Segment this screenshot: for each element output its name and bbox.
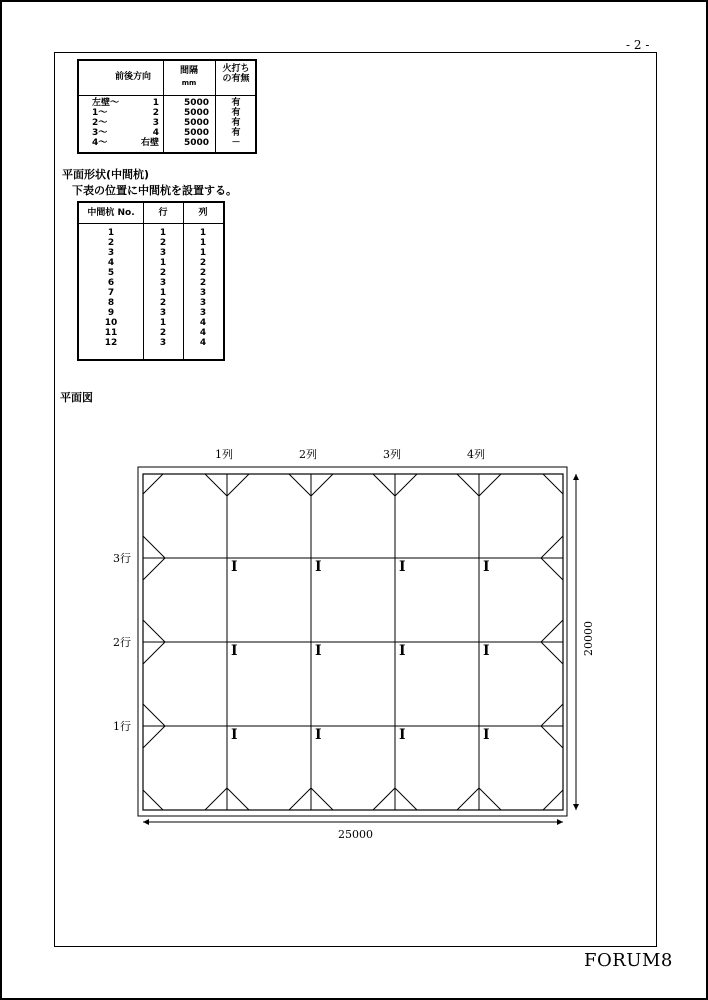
row-fire: － xyxy=(231,138,241,148)
pile-no: 7 xyxy=(107,288,115,298)
pile-no: 1 xyxy=(107,228,115,238)
pile-no: 8 xyxy=(107,298,115,308)
header-direction: 前後方向 xyxy=(115,72,152,82)
row-interval: 5000 xyxy=(183,108,209,118)
row-to: 2 xyxy=(152,108,159,118)
header-col: 列 xyxy=(198,208,208,218)
pile-marker: I xyxy=(399,643,406,659)
fire-brace xyxy=(143,536,165,558)
row-fire: 有 xyxy=(231,108,241,118)
fire-brace xyxy=(311,788,333,810)
row-from: 3～ xyxy=(92,128,108,138)
pile-row: 1 xyxy=(159,318,167,328)
fire-brace xyxy=(205,474,227,496)
fire-brace xyxy=(543,790,563,810)
pile-row: 3 xyxy=(159,278,167,288)
row-to: 4 xyxy=(152,128,159,138)
pile-row: 2 xyxy=(159,328,167,338)
pile-no: 3 xyxy=(107,248,115,258)
fire-brace xyxy=(227,788,249,810)
header-fire1: 火打ち xyxy=(222,64,250,74)
fire-brace xyxy=(289,788,311,810)
pile-marker: I xyxy=(483,559,490,575)
pile-no: 2 xyxy=(107,238,115,248)
fire-brace xyxy=(143,790,163,810)
pile-marker: I xyxy=(483,643,490,659)
column-label: 2列 xyxy=(299,448,317,461)
pile-row: 2 xyxy=(159,238,167,248)
row-interval: 5000 xyxy=(183,118,209,128)
plan-title: 平面図 xyxy=(60,391,93,404)
fire-brace xyxy=(143,474,163,494)
fire-brace xyxy=(311,474,333,496)
header-fire2: の有無 xyxy=(222,74,250,84)
pile-no: 10 xyxy=(104,318,118,328)
row-to: 3 xyxy=(152,118,159,128)
pile-no: 12 xyxy=(104,338,118,348)
fire-brace xyxy=(143,620,165,642)
header-interval: 間隔 xyxy=(179,66,198,76)
pile-row: 1 xyxy=(159,258,167,268)
pile-marker: I xyxy=(483,727,490,743)
fire-brace xyxy=(143,558,165,580)
fire-brace xyxy=(541,620,563,642)
height-dimension: 20000 xyxy=(582,621,595,656)
row-from: 2～ xyxy=(92,118,108,128)
pile-row: 3 xyxy=(159,308,167,318)
pile-row: 2 xyxy=(159,268,167,278)
fire-brace xyxy=(395,474,417,496)
brand-logo-text: FORUM8 xyxy=(584,950,673,971)
header-row: 行 xyxy=(158,208,168,218)
column-label: 4列 xyxy=(467,448,485,461)
row-to: 右壁 xyxy=(140,138,159,148)
pile-row: 1 xyxy=(159,228,167,238)
pile-col: 1 xyxy=(199,238,207,248)
pile-marker: I xyxy=(315,727,322,743)
pile-col: 4 xyxy=(199,318,207,328)
pile-col: 4 xyxy=(199,328,207,338)
pile-col: 2 xyxy=(199,258,207,268)
fire-brace xyxy=(479,474,501,496)
row-interval: 5000 xyxy=(183,138,209,148)
pile-row: 3 xyxy=(159,248,167,258)
fire-brace xyxy=(541,726,563,748)
pile-row: 3 xyxy=(159,338,167,348)
pile-col: 4 xyxy=(199,338,207,348)
row-from: 左壁～ xyxy=(92,98,120,108)
fire-brace xyxy=(143,704,165,726)
fire-brace xyxy=(541,536,563,558)
pile-no: 4 xyxy=(107,258,115,268)
fire-brace xyxy=(457,474,479,496)
header-interval-unit: mm xyxy=(181,79,197,87)
pile-marker: I xyxy=(315,643,322,659)
pile-row: 1 xyxy=(159,288,167,298)
pile-col: 2 xyxy=(199,268,207,278)
pile-row: 2 xyxy=(159,298,167,308)
fire-brace xyxy=(289,474,311,496)
row-interval: 5000 xyxy=(183,128,209,138)
row-label: 1行 xyxy=(113,720,131,733)
pile-marker: I xyxy=(231,643,238,659)
row-interval: 5000 xyxy=(183,98,209,108)
section-note: 下表の位置に中間杭を設置する。 xyxy=(72,184,237,197)
fire-brace xyxy=(479,788,501,810)
row-fire: 有 xyxy=(231,118,241,128)
fire-brace xyxy=(541,642,563,664)
pile-marker: I xyxy=(399,727,406,743)
page-number: - 2 - xyxy=(626,38,650,52)
fire-brace xyxy=(205,788,227,810)
pile-col: 1 xyxy=(199,248,207,258)
fire-brace xyxy=(543,474,563,494)
pile-no: 9 xyxy=(107,308,115,318)
column-label: 1列 xyxy=(215,448,233,461)
pile-col: 1 xyxy=(199,228,207,238)
fire-brace xyxy=(143,642,165,664)
width-dimension: 25000 xyxy=(338,828,373,841)
fire-brace xyxy=(373,788,395,810)
fire-brace xyxy=(373,474,395,496)
fire-brace xyxy=(541,558,563,580)
row-to: 1 xyxy=(152,98,159,108)
column-label: 3列 xyxy=(383,448,401,461)
pile-marker: I xyxy=(315,559,322,575)
row-from: 1～ xyxy=(92,108,108,118)
fire-brace xyxy=(395,788,417,810)
section-title-plan-shape: 平面形状(中間杭) xyxy=(62,168,150,181)
pile-no: 6 xyxy=(107,278,115,288)
pile-col: 3 xyxy=(199,288,207,298)
pile-col: 3 xyxy=(199,308,207,318)
fire-brace xyxy=(541,704,563,726)
pile-marker: I xyxy=(231,727,238,743)
row-from: 4～ xyxy=(92,138,108,148)
fire-brace xyxy=(143,726,165,748)
row-label: 3行 xyxy=(113,552,131,565)
pile-marker: I xyxy=(231,559,238,575)
pile-no: 5 xyxy=(107,268,115,278)
fire-brace xyxy=(227,474,249,496)
pile-col: 3 xyxy=(199,298,207,308)
row-fire: 有 xyxy=(231,98,241,108)
pile-marker: I xyxy=(399,559,406,575)
pile-no: 11 xyxy=(104,328,118,338)
pile-col: 2 xyxy=(199,278,207,288)
row-label: 2行 xyxy=(113,636,131,649)
row-fire: 有 xyxy=(231,128,241,138)
fire-brace xyxy=(457,788,479,810)
header-pile-no: 中間杭 No. xyxy=(87,208,135,218)
